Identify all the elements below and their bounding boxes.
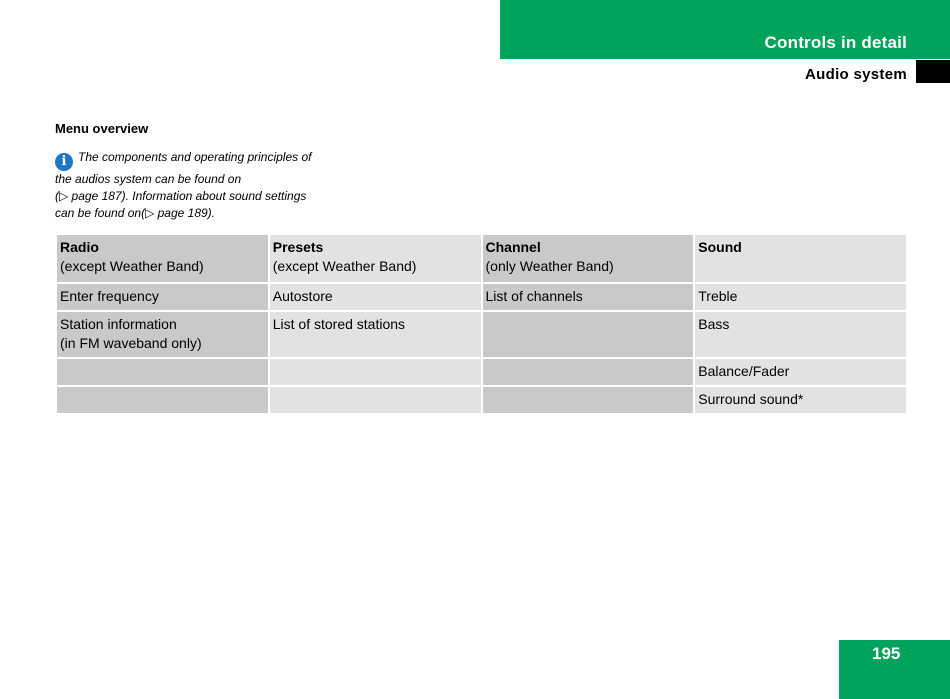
cell-text: List of channels: [485, 288, 583, 304]
header-subtitle: (only Weather Band): [485, 258, 614, 274]
table-cell: [56, 311, 269, 358]
cell-text: List of stored stations: [272, 316, 406, 332]
table-cell: [269, 358, 482, 386]
header-cell-radio: [56, 234, 269, 283]
table-cell: [56, 283, 269, 311]
table-cell: [694, 283, 907, 311]
table-cell: [269, 283, 482, 311]
table-cell: [269, 386, 482, 414]
info-icon: i: [55, 153, 73, 171]
cell-text: Station information: [60, 316, 177, 332]
header-title: Radio: [60, 239, 99, 255]
table-row: [56, 311, 907, 358]
cell-text: Autostore: [272, 288, 333, 304]
info-line: can be found on(▷ page 189).: [55, 206, 216, 220]
table-cell: [482, 311, 695, 358]
info-line: The components and operating principles of: [78, 150, 312, 164]
table-row: [56, 358, 907, 386]
header-cell-presets: [269, 234, 482, 283]
table-cell: [56, 386, 269, 414]
table-cell: [694, 358, 907, 386]
header-cell-sound: [694, 234, 907, 283]
page-number: 195: [872, 644, 901, 663]
menu-heading: Menu overview: [55, 121, 149, 136]
table-cell: [482, 358, 695, 386]
header-title: Presets: [272, 239, 324, 255]
table-cell: [269, 311, 482, 358]
header-cell-channel: [482, 234, 695, 283]
table-cell: [694, 386, 907, 414]
table-row: [56, 386, 907, 414]
header-subtitle: (except Weather Band): [272, 258, 417, 274]
chapter-title: Controls in detail: [764, 33, 907, 52]
info-note: [55, 149, 345, 222]
info-line: (▷ page 187). Information about sound settings: [55, 189, 307, 203]
cell-text: Balance/Fader: [698, 363, 790, 379]
cell-text: (in FM waveband only): [60, 335, 202, 351]
cell-text: Treble: [698, 288, 738, 304]
info-line: the audios system can be found on: [55, 172, 242, 186]
table-cell: [56, 358, 269, 386]
menu-overview-table: [55, 233, 908, 415]
table-cell: [482, 283, 695, 311]
section-title: Audio system: [805, 66, 907, 83]
table-row: [56, 283, 907, 311]
table-header-row: [56, 234, 907, 283]
cell-text: Surround sound*: [698, 391, 804, 407]
section-marker: [916, 60, 950, 83]
header-title: Sound: [698, 239, 742, 255]
header-subtitle: (except Weather Band): [60, 258, 204, 274]
table-cell: [482, 386, 695, 414]
cell-text: Enter frequency: [60, 288, 159, 304]
cell-text: Bass: [698, 316, 730, 332]
header-title: Channel: [485, 239, 541, 255]
table-cell: [694, 311, 907, 358]
